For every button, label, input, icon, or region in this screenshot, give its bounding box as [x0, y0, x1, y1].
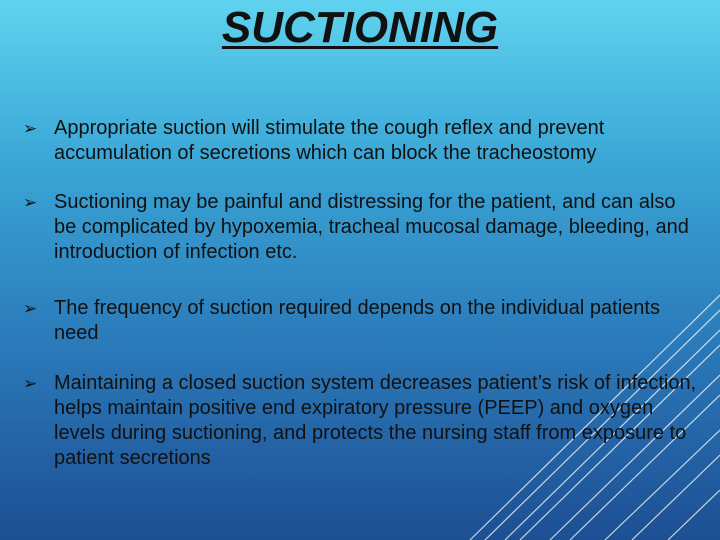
bullet-item: [23, 190, 703, 265]
slide-title-text: SUCTIONING: [221, 3, 499, 52]
bullet-text: Maintaining a closed suction system decreases patient’s risk of infection, helps maintain positive end expiratory pressure (PEEP) and oxygen levels during suctioning, and protects the nursing staff from exposure to patient secretions: [54, 372, 697, 469]
bullet-text: The frequency of suction required depends on the individual patients need: [54, 297, 660, 344]
bullet-item: [23, 371, 703, 471]
arrow-bullet-icon: ➢: [23, 299, 38, 318]
bullet-text: Suctioning may be painful and distressing for the patient, and can also be complicated by hypoxemia, tracheal mucosal damage, bleeding, and introduction of infection etc.: [54, 191, 689, 263]
bullet-text: Appropriate suction will stimulate the cough reflex and prevent accumulation of secretions which can block the tracheostomy: [54, 117, 605, 164]
arrow-bullet-icon: ➢: [23, 119, 38, 138]
slide-title: [0, 2, 720, 54]
arrow-bullet-icon: ➢: [23, 374, 38, 393]
arrow-bullet-icon: ➢: [23, 193, 38, 212]
bullet-item: [23, 116, 703, 166]
bullet-item: [23, 296, 703, 346]
